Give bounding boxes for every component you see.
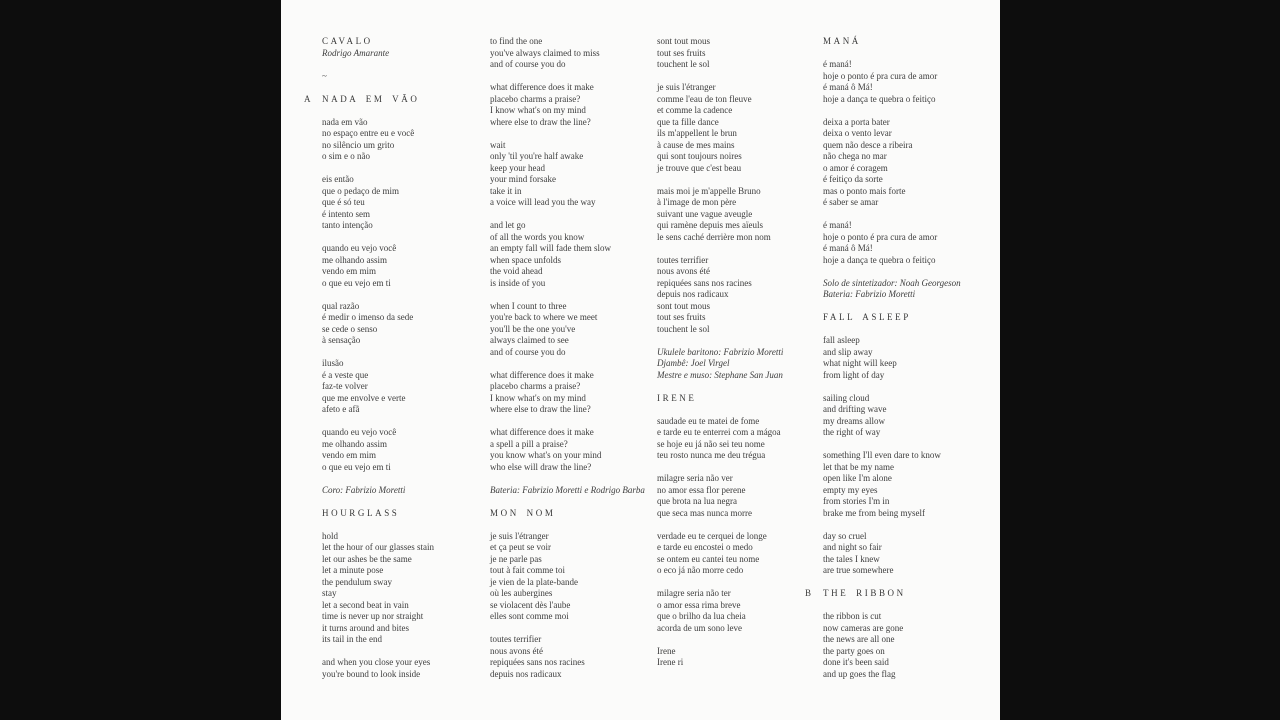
credit-block [823, 278, 989, 301]
stanza-block [322, 358, 488, 416]
lyric-line: depuis nos radicaux [657, 289, 729, 299]
lyric-line: afeto e afã [322, 404, 360, 414]
lyric-line: o que eu vejo em ti [322, 461, 391, 472]
lyric-line: done it's been said [823, 657, 889, 667]
lyric-line: wait [490, 139, 506, 150]
lyric-line: que o pedaço de mim [322, 185, 399, 196]
lyric-line: touchent le sol [657, 59, 710, 69]
lyric-line: always claimed to see [490, 335, 569, 345]
stanza-block [657, 36, 823, 71]
stanza-block [490, 301, 656, 359]
lyric-line: é feitiço da sorte [823, 174, 883, 184]
lyric-line: and up goes the flag [823, 668, 896, 679]
lyric-line: time is never up nor straight [322, 611, 424, 621]
stanza-block [823, 611, 989, 680]
lyric-line: placebo charms a praise? [490, 381, 581, 391]
lyric-line: you know what's on your mind [490, 450, 602, 460]
credit-line: Bateria: Fabrizio Moretti [823, 289, 916, 299]
lyric-line: take it in [490, 185, 522, 196]
song-header [823, 312, 989, 324]
lyric-line: touchent le sol [657, 323, 710, 334]
lyric-line: I know what's on my mind [490, 105, 586, 115]
lyric-line: mais moi je m'appelle Bruno [657, 185, 761, 196]
lyric-line: je vien de la plate-bande [490, 576, 578, 587]
lyric-line: keep your head [490, 162, 545, 173]
lyric-line: toutes terrifier [657, 254, 709, 265]
lyric-line: é maná ô Má! [823, 243, 873, 253]
lyric-line: and of course you do [490, 59, 566, 69]
lyric-line: brake me from being myself [823, 507, 925, 518]
lyric-line: quem não desce a ribeira [823, 139, 913, 150]
song-title: IRENE [657, 392, 697, 403]
stanza-block [490, 82, 656, 128]
lyric-line: and slip away [823, 346, 873, 357]
lyrics-column [805, 36, 989, 692]
lyric-line: eis então [322, 174, 354, 184]
lyric-line: je suis l'étranger [490, 530, 549, 541]
lyric-line: stay [322, 588, 337, 598]
song-title: HOURGLASS [322, 507, 400, 518]
lyric-line: je ne parle pas [490, 553, 542, 564]
lyric-line: que ta fille dance [657, 116, 719, 127]
lyric-line: tout à fait comme toi [490, 565, 565, 575]
lyric-line: o amor é coragem [823, 162, 888, 173]
lyric-line: and let go [490, 220, 526, 230]
song-title: MANÁ [823, 36, 861, 46]
lyric-line: toutes terrifier [490, 634, 542, 644]
lyric-line: et comme la cadence [657, 105, 733, 115]
lyric-line: depuis nos radicaux [490, 668, 562, 679]
lyric-line: no espaço entre eu e você [322, 128, 415, 138]
lyric-line: hoje a dança te quebra o feitiço [823, 93, 936, 104]
stanza-block [823, 220, 989, 266]
lyric-line: and of course you do [490, 346, 566, 357]
letterbox-right [1000, 0, 1280, 720]
lyric-line: nada em vão [322, 116, 368, 127]
lyric-line: is inside of you [490, 277, 546, 288]
stanza-block [322, 301, 488, 347]
credit-block [657, 347, 823, 382]
lyric-line: of all the words you know [490, 231, 585, 242]
lyric-line: the pendulum sway [322, 576, 392, 587]
lyrics-column [304, 36, 488, 692]
stanza-block [322, 657, 488, 680]
stanza-block [657, 82, 823, 174]
lyric-line: deixa a porta bater [823, 116, 890, 127]
lyric-line: não chega no mar [823, 151, 887, 161]
lyric-line: from light of day [823, 369, 885, 380]
stanza-block [322, 427, 488, 473]
stanza-block [823, 59, 989, 105]
lyric-line: only 'til you're half awake [490, 151, 584, 161]
lyrics-column [490, 36, 656, 692]
lyric-line: hoje o ponto é pra cura de amor [823, 231, 938, 242]
lyric-line: acorda de um sono leve [657, 622, 742, 633]
lyric-line: what difference does it make [490, 427, 594, 437]
lyric-line: you're back to where we meet [490, 312, 598, 322]
song-title: MON NOM [490, 507, 556, 518]
lyric-line: sont tout mous [657, 36, 711, 46]
stanza-block [823, 531, 989, 577]
lyric-line: hoje o ponto é pra cura de amor [823, 70, 938, 81]
lyric-line: where else to draw the line? [490, 404, 591, 414]
lyric-line: Irene [657, 645, 676, 656]
lyric-line: the party goes on [823, 645, 885, 656]
lyric-line: a voice will lead you the way [490, 197, 596, 207]
stanza-block [823, 393, 989, 439]
lyric-line: let a second beat in vain [322, 599, 409, 610]
lyric-line: que me envolve e verte [322, 392, 406, 403]
lyric-line: se ontem eu cantei teu nome [657, 553, 760, 564]
lyric-line: deixa o vento levar [823, 128, 892, 138]
lyric-line: é medir o imenso da sede [322, 312, 414, 322]
lyric-line: é a veste que [322, 369, 369, 380]
lyric-line: a spell a pill a praise? [490, 438, 568, 449]
lyric-line: let the hour of our glasses stain [322, 542, 434, 552]
lyric-line: ils m'appellent le brun [657, 128, 737, 138]
lyric-line: je suis l'étranger [657, 82, 716, 92]
lyric-line: the tales I knew [823, 553, 880, 564]
lyric-line: my dreams allow [823, 415, 885, 426]
lyric-line: repiquées sans nos racines [490, 657, 585, 667]
lyric-line: que seca mas nunca morre [657, 507, 752, 518]
lyric-line: your mind forsake [490, 174, 556, 184]
lyric-line: o eco já não morre cedo [657, 565, 744, 575]
lyric-line: é saber se amar [823, 197, 879, 207]
lyric-line: the news are all one [823, 634, 895, 644]
lyric-line: hold [322, 530, 339, 541]
lyric-line: et ça peut se voir [490, 542, 551, 552]
lyric-line: hoje a dança te quebra o feitiço [823, 254, 936, 265]
lyric-line: you're bound to look inside [322, 668, 421, 679]
album-title: CAVALO [322, 36, 373, 46]
song-title: FALL ASLEEP [823, 312, 911, 322]
lyric-line: its tail in the end [322, 634, 382, 644]
lyric-line: when I count to three [490, 300, 567, 311]
letterbox-left [0, 0, 281, 720]
lyric-line: empty my eyes [823, 484, 878, 495]
lyric-line: open like I'm alone [823, 473, 892, 483]
lyric-line: where else to draw the line? [490, 116, 591, 127]
lyric-line: qui ramène depuis mes aïeuls [657, 220, 763, 230]
stanza-block [322, 117, 488, 163]
lyric-line: it turns around and bites [322, 622, 409, 633]
credit-line: Mestre e muso: Stephane San Juan [657, 369, 783, 380]
song-header [490, 508, 656, 520]
lyric-line: day so cruel [823, 530, 867, 541]
stanza-block [490, 427, 656, 473]
credit-line: Ukulele baritono: Fabrizio Moretti [657, 346, 784, 357]
lyric-line: I know what's on my mind [490, 392, 586, 403]
side-label: B [805, 588, 812, 598]
lyric-line: to find the one [490, 36, 543, 46]
lyric-line: no silêncio um grito [322, 139, 395, 150]
lyric-line: o sim e o não [322, 151, 370, 161]
lyric-line: qual razão [322, 300, 360, 311]
lyric-line: no amor essa flor perene [657, 484, 746, 495]
stanza-block [490, 36, 656, 71]
credit-line: Solo de sintetizador: Noah Georgeson [823, 277, 961, 288]
lyric-line: verdade eu te cerquei de longe [657, 530, 767, 541]
lyric-line: let our ashes be the same [322, 553, 412, 564]
lyric-line: le sens caché derrière mon nom [657, 231, 771, 242]
lyric-line: the right of way [823, 427, 881, 437]
song-header [322, 508, 488, 520]
lyric-line: se violacent dès l'aube [490, 599, 571, 610]
lyric-line: who else will draw the line? [490, 461, 592, 472]
lyric-line: placebo charms a praise? [490, 93, 581, 104]
lyric-line: let a minute pose [322, 565, 384, 575]
lyric-line: se hoje eu já não sei teu nome [657, 438, 765, 449]
lyric-line: à l'image de mon père [657, 197, 737, 207]
stanza-block [823, 335, 989, 381]
lyric-line: que é só teu [322, 197, 365, 207]
song-title: NADA EM VÃO [322, 93, 420, 104]
lyric-line: tanto intenção [322, 220, 373, 230]
lyric-line: tout ses fruits [657, 312, 706, 322]
stanza-block [657, 416, 823, 462]
lyric-line: from stories I'm in [823, 496, 890, 506]
stanza-block [657, 473, 823, 519]
lyric-line: vendo em mim [322, 450, 376, 460]
lyric-line: and drifting wave [823, 404, 887, 414]
lyric-line: faz-te volver [322, 381, 368, 391]
lyric-line: and when you close your eyes [322, 657, 431, 667]
lyric-line: ilusão [322, 358, 344, 368]
lyric-line: à sensação [322, 335, 361, 345]
lyric-line: milagre seria não ter [657, 588, 731, 598]
stanza-block [823, 117, 989, 209]
stanza-block [657, 588, 823, 634]
lyric-line: quando eu vejo você [322, 427, 397, 437]
lyric-line: vendo em mim [322, 266, 376, 276]
lyric-line: comme l'eau de ton fleuve [657, 93, 752, 104]
liner-notes-page [281, 0, 1000, 720]
song-header [823, 36, 989, 48]
lyric-line: je trouve que c'est beau [657, 162, 742, 173]
lyric-line: nous avons été [490, 645, 543, 656]
lyric-line: e tarde eu encostei o medo [657, 542, 753, 552]
lyric-line: something I'll even dare to know [823, 450, 941, 460]
credit-block [322, 485, 488, 497]
lyric-line: se cede o senso [322, 323, 378, 334]
song-header [657, 393, 823, 405]
song-header [304, 93, 488, 106]
lyric-line: é maná! [823, 220, 852, 230]
lyric-line: milagre seria não ver [657, 473, 733, 483]
lyric-line: saudade eu te matei de fome [657, 415, 760, 426]
stanza-block [322, 243, 488, 289]
lyric-line: quando eu vejo você [322, 243, 397, 253]
lyric-line: Irene ri [657, 657, 684, 667]
lyric-line: now cameras are gone [823, 622, 904, 633]
lyric-line: o que eu vejo em ti [322, 277, 391, 288]
lyric-line: tout ses fruits [657, 47, 706, 58]
lyric-line: the ribbon is cut [823, 611, 882, 621]
lyric-line: fall asleep [823, 335, 860, 345]
lyric-line: ~ [322, 70, 327, 81]
lyric-line: mas o ponto mais forte [823, 185, 906, 196]
stanza-block [657, 186, 823, 244]
lyric-line: when space unfolds [490, 254, 561, 265]
lyrics-column [657, 36, 823, 680]
song-header [805, 588, 989, 600]
stanza-block [322, 531, 488, 646]
stanza-block [657, 255, 823, 336]
lyric-line: elles sont comme moi [490, 611, 569, 621]
lyric-line: an empty fall will fade them slow [490, 243, 611, 253]
lyric-line: que brota na lua negra [657, 496, 737, 506]
stanza-block [823, 450, 989, 519]
lyric-line: what difference does it make [490, 82, 594, 92]
song-title: THE RIBBON [823, 588, 906, 598]
album-artist: Rodrigo Amarante [322, 47, 390, 58]
lyric-line: you'll be the one you've [490, 323, 576, 334]
mark-block [322, 71, 488, 83]
stanza-block [490, 140, 656, 209]
credit-block [490, 485, 656, 497]
lyric-line: sailing cloud [823, 392, 870, 403]
side-label: A [304, 93, 311, 104]
lyric-line: me olhando assim [322, 254, 387, 265]
lyric-line: let that be my name [823, 461, 894, 472]
credit-line: Coro: Fabrizio Moretti [322, 484, 406, 495]
stanza-block [490, 531, 656, 623]
stanza-block [490, 634, 656, 680]
lyric-line: qui sont toujours noires [657, 151, 742, 161]
credit-line: Djambê: Joel Virgel [657, 358, 730, 368]
stanza-block [322, 174, 488, 232]
lyric-line: what night will keep [823, 358, 897, 368]
lyric-line: are true somewhere [823, 565, 894, 575]
lyric-line: que o brilho da lua cheia [657, 611, 746, 621]
stanza-block [490, 370, 656, 416]
lyric-line: nous avons été [657, 266, 710, 276]
lyric-line: you've always claimed to miss [490, 47, 600, 58]
lyric-line: suivant une vague aveugle [657, 208, 753, 219]
lyric-line: é maná ô Má! [823, 82, 873, 92]
lyric-line: repiquées sans nos racines [657, 277, 752, 288]
lyric-line: the void ahead [490, 266, 543, 276]
lyric-line: é intento sem [322, 208, 370, 219]
stanza-block [490, 220, 656, 289]
lyric-line: e tarde eu te enterrei com a mágoa [657, 427, 781, 437]
lyric-line: teu rosto nunca me deu trégua [657, 450, 766, 460]
lyric-line: sont tout mous [657, 300, 711, 311]
title-block [322, 36, 488, 59]
lyric-line: où les aubergines [490, 588, 553, 598]
credit-line: Bateria: Fabrizio Moretti e Rodrigo Barba [490, 484, 645, 495]
lyric-line: and night so fair [823, 542, 882, 552]
lyric-line: what difference does it make [490, 369, 594, 380]
stanza-block [657, 531, 823, 577]
stanza-block [657, 646, 823, 669]
lyric-line: me olhando assim [322, 438, 387, 449]
lyric-line: à cause de mes mains [657, 139, 735, 150]
lyric-line: o amor essa rima breve [657, 599, 741, 610]
lyric-line: é maná! [823, 59, 852, 69]
